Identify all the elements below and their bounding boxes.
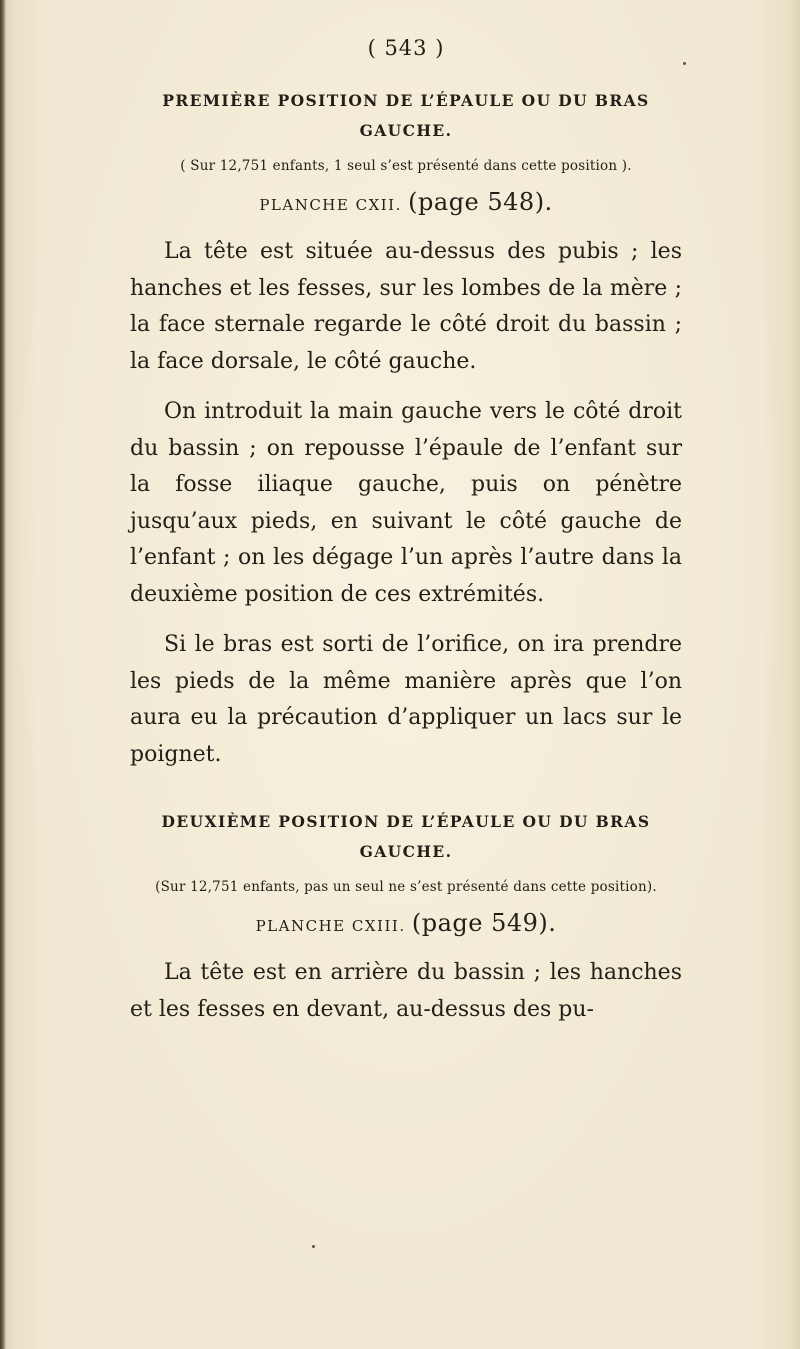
plate-page-ref: (page 549). xyxy=(411,909,557,937)
section-heading-line2: GAUCHE. xyxy=(359,121,453,140)
paper-speck xyxy=(312,1245,315,1248)
section-heading-line1: PREMIÈRE POSITION DE L’ÉPAULE OU DU BRAS xyxy=(162,91,650,110)
body-paragraph: La tête est en arrière du bassin ; les hanches et les fesses en devant, au-dessus des pu- xyxy=(130,960,682,1022)
paper-speck xyxy=(683,62,686,65)
section-first-position xyxy=(130,86,682,773)
body-paragraph: On introduit la main gauche vers le côté droit du bassin ; on repousse l’épaule de l’enfant sur la fosse iliaque gauche, puis on pénètre jusqu’aux pieds, en suivant le côté gauche de l’enfant ; on les dégage l’un après l’autre dans la deuxième position de ces extrémités. xyxy=(130,399,682,607)
plate-label: PLANCHE CXII. xyxy=(259,196,402,214)
page-content xyxy=(130,30,682,1042)
plate-reference xyxy=(130,909,682,937)
plate-label: PLANCHE CXIII. xyxy=(255,917,406,935)
page-binding-edge xyxy=(0,0,6,1349)
statistics-note: ( Sur 12,751 enfants, 1 seul s’est présenté dans cette position ). xyxy=(180,158,632,174)
section-heading-line2: GAUCHE. xyxy=(359,842,453,861)
section-heading xyxy=(130,86,682,146)
section-heading-line1: DEUXIÈME POSITION DE L’ÉPAULE OU DU BRAS xyxy=(161,812,651,831)
statistics-note: (Sur 12,751 enfants, pas un seul ne s’est présenté dans cette position). xyxy=(155,879,657,895)
page-number: ( 543 ) xyxy=(367,36,445,60)
body-paragraph: Si le bras est sorti de l’orifice, on ira prendre les pieds de la même manière après que l’on aura eu la précaution d’appliquer un lacs sur le poignet. xyxy=(130,632,682,767)
section-heading xyxy=(130,807,682,867)
plate-reference xyxy=(130,188,682,216)
plate-page-ref: (page 548). xyxy=(408,188,553,216)
body-paragraph: La tête est située au-dessus des pubis ; les hanches et les fesses, sur les lombes de la mère ; la face sternale regarde le côté droit du bassin ; la face dorsale, le côté gauche. xyxy=(130,239,682,374)
section-second-position xyxy=(130,807,682,1028)
